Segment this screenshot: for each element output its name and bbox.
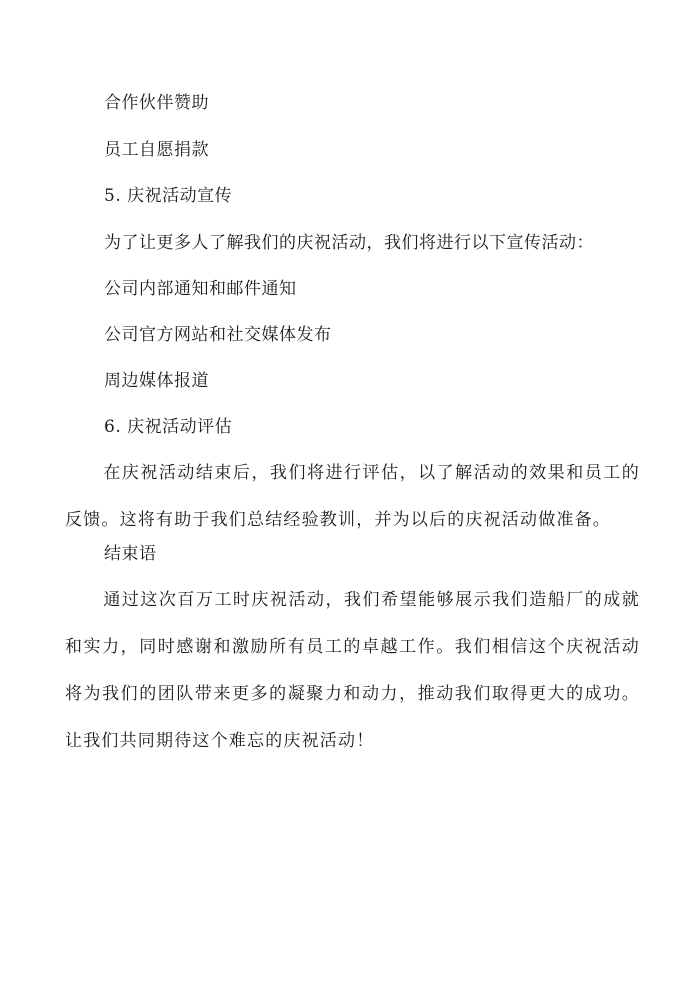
section-heading-promotion: 5. 庆祝活动宣传 [104, 186, 233, 206]
list-item-local-media: 周边媒体报道 [104, 371, 209, 391]
list-item-employee-donation: 员工自愿捐款 [104, 140, 209, 160]
closing-paragraph [65, 577, 640, 765]
evaluation-paragraph-text: 在庆祝活动结束后，我们将进行评估，以了解活动的效果和员工的反馈。这将有助于我们总结经验教训，并为以后的庆祝活动做准备。 [65, 463, 640, 530]
promotion-intro-text: 为了让更多人了解我们的庆祝活动，我们将进行以下宣传活动： [104, 233, 594, 253]
closing-paragraph-text: 通过这次百万工时庆祝活动，我们希望能够展示我们造船厂的成就和实力，同时感谢和激励所有员工的卓越工作。我们相信这个庆祝活动将为我们的团队带来更多的凝聚力和动力，推动我们取得更大的成功。让我们共同期待这个难忘的庆祝活动！ [65, 590, 640, 751]
list-item-website-social: 公司官方网站和社交媒体发布 [104, 325, 332, 345]
evaluation-paragraph [65, 450, 640, 544]
closing-heading: 结束语 [104, 544, 157, 564]
list-item-internal-notice: 公司内部通知和邮件通知 [104, 279, 297, 299]
section-heading-evaluation: 6. 庆祝活动评估 [104, 417, 233, 437]
list-item-partner-sponsorship: 合作伙伴赞助 [104, 93, 209, 113]
